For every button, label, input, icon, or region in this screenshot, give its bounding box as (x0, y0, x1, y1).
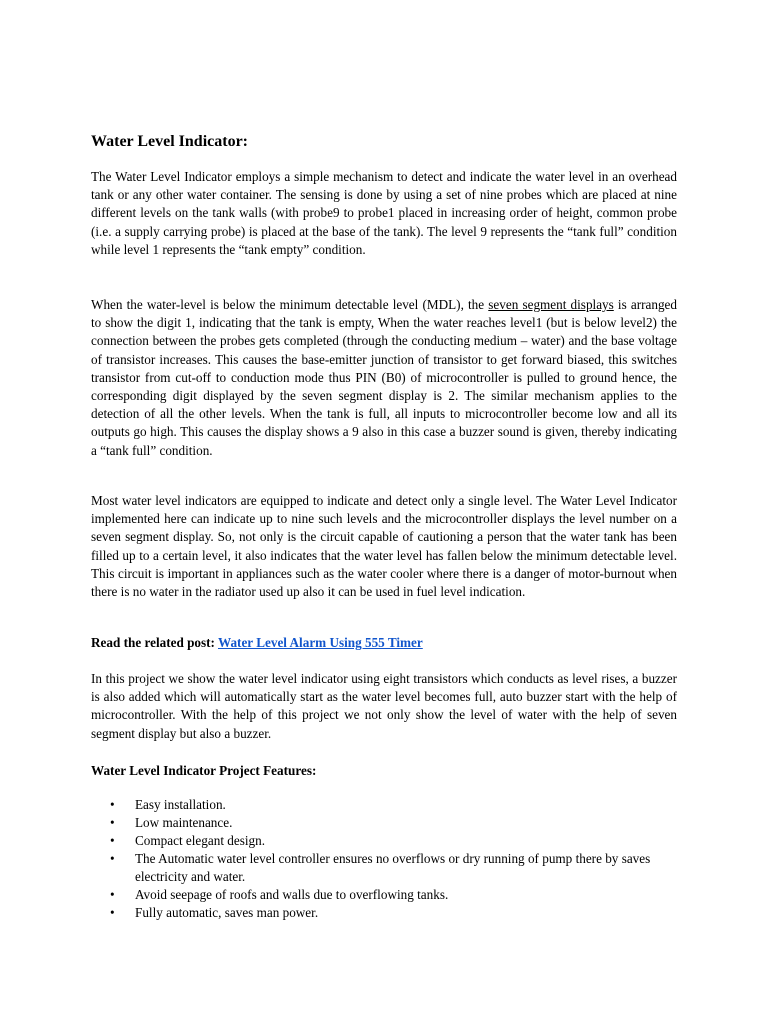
list-item (110, 796, 678, 814)
list-item (110, 832, 678, 850)
related-post-link[interactable]: Water Level Alarm Using 555 Timer (218, 635, 423, 650)
features-heading: Water Level Indicator Project Features: (91, 763, 317, 778)
bullet-icon: • (110, 905, 115, 920)
feature-text: Easy installation. (135, 797, 226, 812)
project-paragraph: In this project we show the water level indicator using eight transistors which conducts as level rises, a buzzer is also added which will automatically start as the water level becomes full, auto buzzer start with the help of microcontroller. With the help of this project we not only show the level of water with the help of seven segment display but also a buzzer. (91, 671, 677, 741)
feature-text: Low maintenance. (135, 815, 233, 830)
mechanism-paragraph (91, 296, 677, 460)
list-item (110, 814, 678, 832)
bullet-icon: • (110, 797, 115, 812)
mechanism-text-start: When the water-level is below the minimum detectable level (MDL), the (91, 297, 489, 312)
capability-paragraph: Most water level indicators are equipped to indicate and detect only a single level. The Water Level Indicator implemented here can indicate up to nine such levels and the microcontroller displays the level number on a seven segment display. So, not only is the circuit capable of cautioning a person that the water tank has been filled up to a certain level, it also indicates that the water level has fallen below the minimum detectable level. This circuit is important in appliances such as the water cooler where there is a danger of motor-burnout when there is no water in the radiator used up also it can be used in fuel level indication. (91, 493, 677, 600)
seven-segment-displays-link[interactable]: seven segment displays (488, 297, 614, 312)
bullet-icon: • (110, 887, 115, 902)
intro-paragraph: The Water Level Indicator employs a simple mechanism to detect and indicate the water level in an overhead tank or any other water container. The sensing is done by using a set of nine probes which are placed at nine different levels on the tank walls (with probe9 to probe1 placed in increasing order of height, common probe (i.e. a supply carrying probe) is placed at the base of the tank). The level 9 represents the “tank full” condition while level 1 represents the “tank empty” condition. (91, 169, 677, 257)
related-post-label: Read the related post: (91, 635, 215, 650)
features-list (110, 796, 678, 922)
feature-text: The Automatic water level controller ensures no overflows or dry running of pump there by saves electricity and water. (135, 851, 651, 884)
bullet-icon: • (110, 833, 115, 848)
list-item (110, 904, 678, 922)
bullet-icon: • (110, 851, 115, 866)
feature-text: Compact elegant design. (135, 833, 266, 848)
list-item (110, 886, 678, 904)
mechanism-text-end: is arranged to show the digit 1, indicating that the tank is empty, When the water reaches level1 (but is below level2) the connection between the probes gets completed (through the conducting medium – water) and the base voltage of transistor increases. This causes the base-emitter junction of transistor to get forward biased, this switches transistor from cut-off to conduction mode thus PIN (B0) of microcontroller is pulled to ground hence, the corresponding digit displayed by the seven segment display is 2. The similar mechanism applies to the detection of all the other levels. When the tank is full, all inputs to microcontroller become low and all its outputs go high. This causes the display shows a 9 also in this case a buzzer sound is given, thereby indicating a “tank full” condition. (91, 297, 677, 458)
related-post (91, 634, 423, 652)
feature-text: Fully automatic, saves man power. (135, 905, 319, 920)
page-title: Water Level Indicator: (91, 133, 249, 150)
bullet-icon: • (110, 815, 115, 830)
list-item (110, 850, 678, 886)
feature-text: Avoid seepage of roofs and walls due to overflowing tanks. (135, 887, 449, 902)
